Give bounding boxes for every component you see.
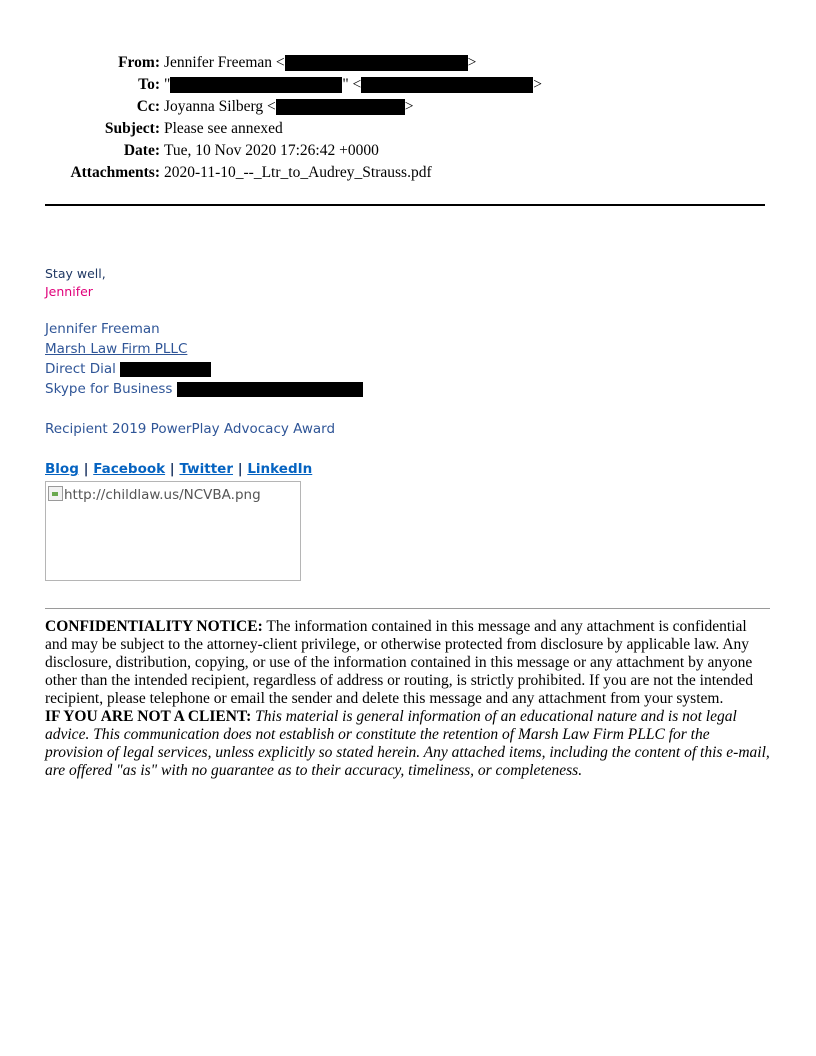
to-row: [0, 74, 816, 96]
subject-label: Subject:: [104, 120, 160, 137]
from-row: [0, 52, 816, 74]
from-name: Jennifer Freeman <: [164, 54, 285, 71]
direct-dial-line: [45, 361, 211, 377]
redaction-from-email: [285, 55, 468, 71]
ncvba-image-placeholder[interactable]: [45, 481, 301, 581]
cc-close: >: [404, 98, 414, 115]
firm-link-line: [45, 341, 187, 357]
date-label: Date:: [123, 142, 160, 159]
attachment-link[interactable]: 2020-11-10_--_Ltr_to_Audrey_Strauss.pdf: [164, 164, 432, 181]
client-notice: [45, 708, 771, 780]
social-links: [45, 461, 312, 477]
from-close: >: [467, 54, 477, 71]
facebook-link[interactable]: Facebook: [93, 461, 166, 477]
client-label: IF YOU ARE NOT A CLIENT:: [45, 708, 252, 725]
first-name-text: Jennifer: [45, 284, 93, 299]
skype-line: [45, 381, 363, 397]
legal-notice: [45, 618, 771, 780]
confidentiality-notice: [45, 618, 771, 708]
subject-row: [0, 118, 816, 140]
twitter-link[interactable]: Twitter: [179, 461, 233, 477]
direct-dial-label: Direct Dial: [45, 361, 116, 377]
notice-divider: [45, 608, 770, 609]
closing-text: Stay well,: [45, 266, 106, 281]
cc-name: Joyanna Silberg <: [164, 98, 276, 115]
to-value: [164, 74, 542, 96]
to-label: To:: [138, 76, 160, 93]
to-mid: " <: [342, 76, 362, 93]
blog-link[interactable]: Blog: [45, 461, 79, 477]
from-label: From:: [118, 54, 160, 71]
to-close: >: [533, 76, 543, 93]
link-separator: |: [169, 461, 175, 477]
full-name-text: Jennifer Freeman: [45, 321, 160, 337]
linkedin-link[interactable]: LinkedIn: [247, 461, 313, 477]
award-text: Recipient 2019 PowerPlay Advocacy Award: [45, 421, 336, 437]
to-open-quote: ": [164, 76, 171, 93]
redaction-to-email: [361, 77, 533, 93]
from-value: [164, 52, 476, 74]
broken-image-alt: [48, 486, 261, 503]
confidentiality-label: CONFIDENTIALITY NOTICE:: [45, 618, 263, 635]
skype-label: Skype for Business: [45, 381, 173, 397]
image-alt-text: http://childlaw.us/NCVBA.png: [64, 487, 261, 503]
cc-value: [164, 96, 414, 118]
redaction-cc-email: [276, 99, 405, 115]
subject-value: Please see annexed: [164, 120, 283, 137]
date-value: Tue, 10 Nov 2020 17:26:42 +0000: [164, 142, 379, 159]
date-row: [0, 140, 816, 162]
cc-row: [0, 96, 816, 118]
confidentiality-text: The information contained in this message and any attachment is confidential and may be subject to the attorney-client privilege, or otherwise protected from disclosure by applicable law. Any disclosure, distribution, copying, or use of the information contained in this message or any attachment by anyone other than the intended recipient, regardless of address or routing, is strictly prohibited. If you are not the intended recipient, please telephone or email the sender and delete this message and any attachment from your system.: [45, 618, 754, 707]
client-text: This material is general information of an educational nature and is not legal advice. This communication does not establish or constitute the retention of Marsh Law Firm PLLC for the provision of legal services, unless explicitly so stated herein. Any attached items, including the content of this e-mail, are offered "as is" with no guarantee as to their accuracy, timeliness, or completeness.: [45, 708, 770, 779]
firm-link[interactable]: Marsh Law Firm PLLC: [45, 341, 188, 357]
redaction-skype: [177, 382, 363, 397]
attachments-row: [0, 162, 816, 184]
cc-label: Cc:: [136, 98, 160, 115]
broken-image-icon: [48, 486, 63, 501]
redaction-to-name: [170, 77, 342, 93]
attachments-label: Attachments:: [70, 164, 160, 181]
header-divider: [45, 204, 765, 206]
redaction-direct-dial: [120, 362, 211, 377]
link-separator: |: [83, 461, 89, 477]
link-separator: |: [237, 461, 243, 477]
